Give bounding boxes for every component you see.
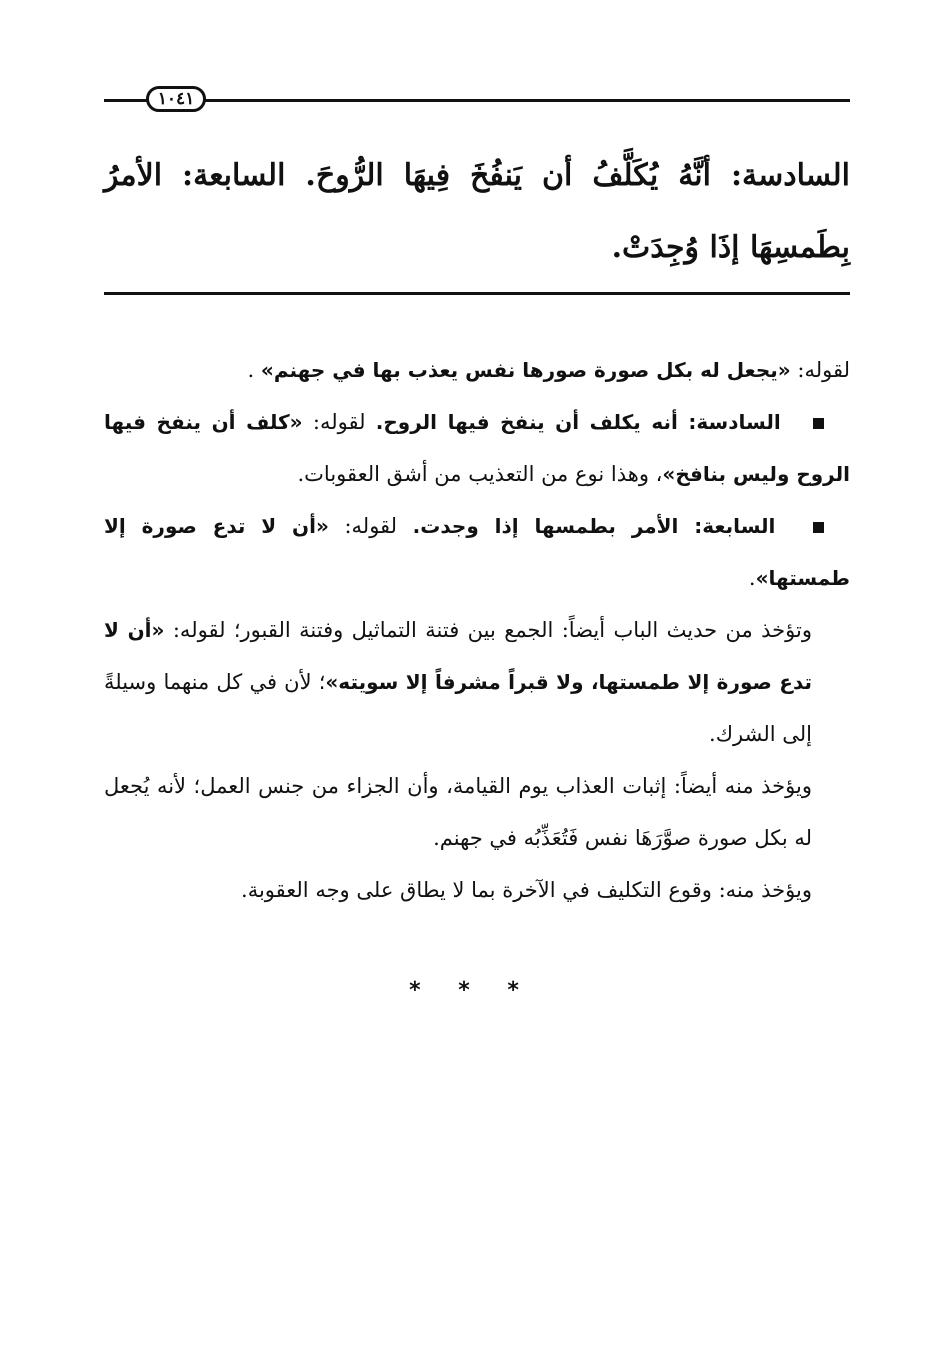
p1-end: .: [247, 358, 255, 382]
page-header: [104, 84, 850, 114]
header-rule: [104, 99, 850, 102]
p1-label: لقوله:: [797, 358, 850, 382]
square-bullet-icon: [813, 522, 824, 533]
p2-quote: «كلف أن ينفخ فيها الروح وليس بنافخ»: [104, 410, 850, 486]
square-bullet-icon: [813, 418, 824, 429]
section-divider: [104, 292, 850, 295]
p4-quote: «أن لا تدع صورة إلا طمستها، ولا قبراً مشرفاً إلا سويته»: [104, 618, 813, 694]
paragraph-3: [104, 500, 850, 604]
paragraph-4: [104, 604, 850, 760]
p2-rest: ، وهذا نوع من التعذيب من أشق العقوبات.: [297, 462, 663, 486]
paragraph-5: ويؤخذ منه أيضاً: إثبات العذاب يوم القيامة، وأن الجزاء من جنس العمل؛ لأنه يُجعل له بكل صورة صوَّرَهَا نفس فَتُعَذِّبُه في جهنم.: [104, 774, 812, 850]
paragraph-6: ويؤخذ منه: وقوع التكليف في الآخرة بما لا يطاق على وجه العقوبة.: [241, 878, 812, 902]
p3-end: .: [748, 566, 756, 590]
p4-rest: ؛ لأن في كل منهما وسيلةً إلى الشرك.: [104, 670, 812, 746]
section-end-asterisks: * * *: [409, 978, 519, 1003]
p3-head: السابعة: الأمر بطمسها إذا وجدت.: [412, 514, 776, 538]
p2-label: لقوله:: [312, 410, 366, 434]
p1-quote: «يجعل له بكل صورة صورها نفس يعذب بها في جهنم»: [260, 358, 791, 382]
verse-block: السادسة: أنَّهُ يُكَلَّفُ أن يَنفُخَ فِيهَا الرُّوحَ. السابعة: الأمرُ بِطَمسِهَا إذَا وُجِدَتْ.: [104, 158, 850, 265]
p4-start: وتؤخذ من حديث الباب أيضاً: الجمع بين فتنة التماثيل وفتنة القبور؛ لقوله:: [172, 618, 812, 642]
p3-quote: «أن لا تدع صورة إلا طمستها»: [104, 514, 850, 590]
p3-label: لقوله:: [344, 514, 398, 538]
p2-head: السادسة: أنه يكلف أن ينفخ فيها الروح.: [375, 410, 781, 434]
commentary-block: [104, 344, 850, 916]
paragraph-1: [104, 344, 850, 396]
paragraph-2: [104, 396, 850, 500]
page-number: ١٠٤١: [146, 86, 206, 112]
